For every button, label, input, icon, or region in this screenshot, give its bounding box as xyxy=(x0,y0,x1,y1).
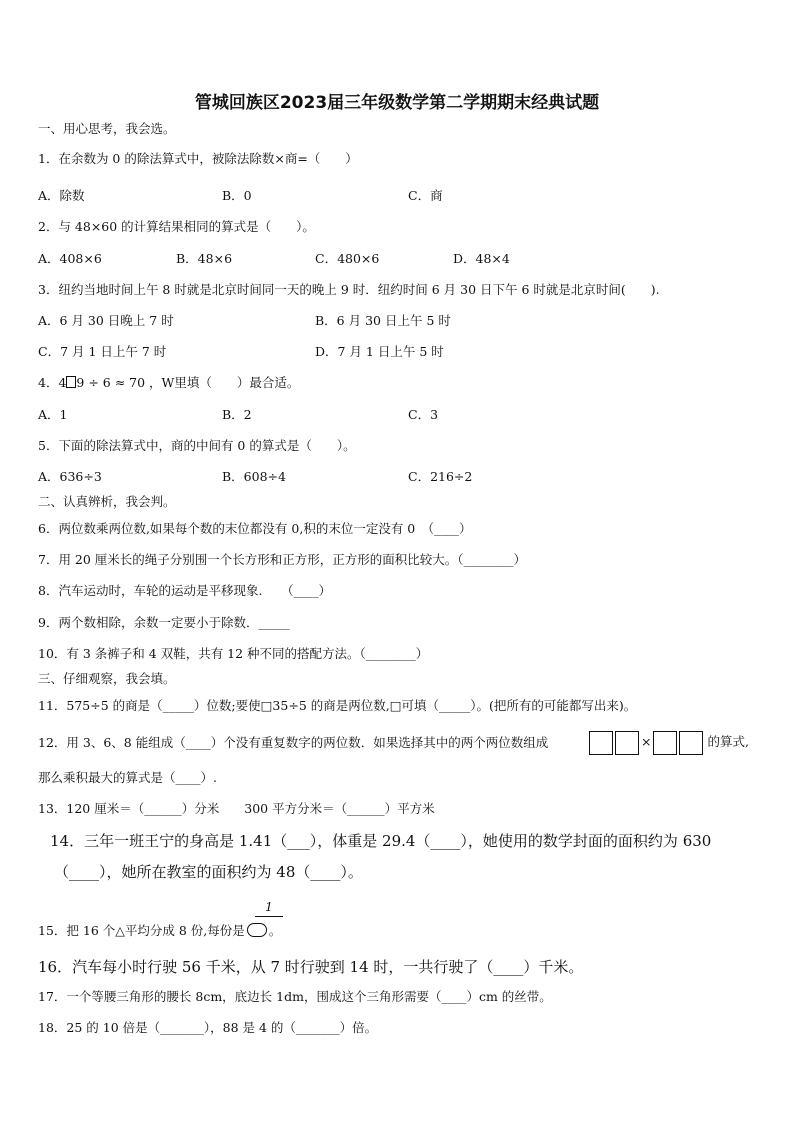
fraction-bar xyxy=(255,916,283,917)
multiplication-boxes xyxy=(589,729,749,755)
option-3a: A．6 月 30 日晚上 7 时 xyxy=(38,313,174,328)
question-15 xyxy=(38,923,281,939)
option-3b: B．6 月 30 日上午 5 时 xyxy=(315,313,451,328)
digit-box xyxy=(653,731,677,755)
question-2: 2．与 48×60 的计算结果相同的算式是（ ）。 xyxy=(38,219,315,234)
option-1b: B．0 xyxy=(222,188,252,203)
question-18: 18．25 的 10 倍是（_______），88 是 4 的（_______）倍。 xyxy=(38,1020,378,1035)
question-12-line1: 12．用 3、6、8 能组成（____）个没有重复数字的两位数．如果选择其中的两个两位数组成 xyxy=(38,735,549,750)
question-15-end: 。 xyxy=(268,923,282,938)
digit-box xyxy=(679,731,703,755)
digit-box xyxy=(615,731,639,755)
blank-square-icon xyxy=(66,376,76,388)
denominator-blank xyxy=(247,923,267,937)
option-2b: B．48×6 xyxy=(176,251,233,266)
section-heading-3: 三、仔细观察，我会填。 xyxy=(38,671,176,686)
question-3: 3．纽约当地时间上午 8 时就是北京时间同一天的晚上 9 时．纽约时间 6 月 30 日下午 6 时就是北京时间( ). xyxy=(38,282,660,297)
times-sign: × xyxy=(641,734,652,749)
question-9: 9．两个数相除，余数一定要小于除数．_____ xyxy=(38,615,290,630)
option-1c: C．商 xyxy=(408,188,443,203)
question-8: 8．汽车运动时，车轮的运动是平移现象. （____） xyxy=(38,583,332,598)
question-10: 10．有 3 条裤子和 4 双鞋，共有 12 种不同的搭配方法。（________） xyxy=(38,646,429,661)
fraction-numerator: 1 xyxy=(265,900,273,914)
question-4-prefix: 4．4 xyxy=(38,375,67,390)
question-4 xyxy=(38,375,299,391)
question-6: 6．两位数乘两位数,如果每个数的末位都没有 0,积的末位一定没有 0 （____） xyxy=(38,521,472,536)
question-16: 16．汽车每小时行驶 56 千米，从 7 时行驶到 14 时，一共行驶了（____）千米。 xyxy=(38,958,584,976)
question-12-line2: 那么乘积最大的算式是（____）. xyxy=(38,770,217,785)
option-4c: C．3 xyxy=(408,407,439,422)
question-14-line2: （____），她所在教室的面积约为 48（____）。 xyxy=(54,863,363,881)
option-3d: D．7 月 1 日上午 5 时 xyxy=(315,344,444,359)
question-1: 1．在余数为 0 的除法算式中，被除法除数×商=（ ） xyxy=(38,151,358,166)
question-5: 5．下面的除法算式中，商的中间有 0 的算式是（ ）。 xyxy=(38,438,356,453)
question-14-line1: 14．三年一班王宁的身高是 1.41（___），体重是 29.4（____），她使用的数学封面的面积约为 630 xyxy=(50,832,712,850)
question-12-tail: 的算式, xyxy=(707,734,749,749)
option-4b: B．2 xyxy=(222,407,252,422)
question-11: 11．575÷5 的商是（_____）位数;要使□35÷5 的商是两位数,□可填（_____）。(把所有的可能都写出来)。 xyxy=(38,698,637,713)
digit-box xyxy=(589,731,613,755)
option-3c: C．7 月 1 日上午 7 时 xyxy=(38,344,167,359)
question-17: 17．一个等腰三角形的腰长 8cm，底边长 1dm，围成这个三角形需要（____）cm 的丝带。 xyxy=(38,989,552,1004)
option-2d: D．48×4 xyxy=(453,251,510,266)
question-7: 7．用 20 厘米长的绳子分别围一个长方形和正方形，正方形的面积比较大。（________） xyxy=(38,552,527,567)
question-4-suffix: 9 ÷ 6 ≈ 70 ，W里填（ ）最合适。 xyxy=(76,375,300,390)
option-2c: C．480×6 xyxy=(315,251,380,266)
section-heading-1: 一、用心思考，我会选。 xyxy=(38,121,176,136)
page-title: 管城回族区2023届三年级数学第二学期期末经典试题 xyxy=(194,93,600,113)
option-5a: A．636÷3 xyxy=(38,469,102,484)
option-2a: A．408×6 xyxy=(38,251,102,266)
option-1a: A．除数 xyxy=(38,188,85,203)
question-15-text: 15．把 16 个△平均分成 8 份,每份是 xyxy=(38,923,245,938)
option-4a: A．1 xyxy=(38,407,68,422)
option-5c: C．216÷2 xyxy=(408,469,473,484)
question-13: 13．120 厘米＝（______）分米 300 平方分米＝（______）平方米 xyxy=(38,801,435,816)
section-heading-2: 二、认真辨析，我会判。 xyxy=(38,494,176,509)
option-5b: B．608÷4 xyxy=(222,469,286,484)
